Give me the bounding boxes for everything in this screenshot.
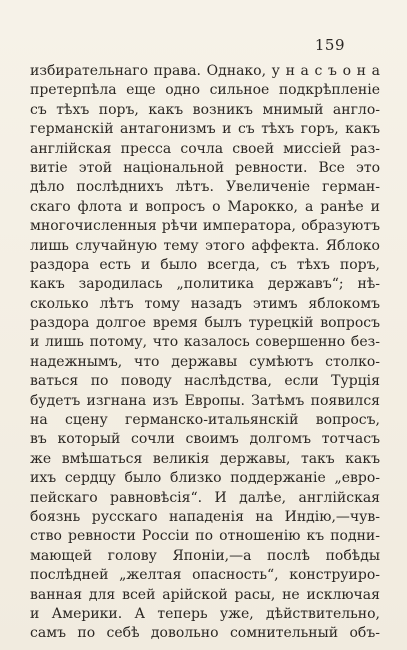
- text-line: ваться по поводу наслѣдства, если Турція: [30, 373, 380, 390]
- text-line: пейскаго равновѣсія“. И далѣе, англійская: [30, 489, 380, 506]
- text-line: дѣло послѣднихъ лѣтъ. Увеличеніе герман-: [30, 179, 380, 196]
- text-line: мающей голову Японіи,—а послѣ побѣды: [30, 547, 380, 564]
- text-line: же вмѣшаться великія державы, такъ какъ: [30, 450, 380, 467]
- text-line: боязнь русскаго нападенія на Индію,—чув-: [30, 508, 380, 525]
- text-line: ство ревности Россіи по отношенію къ подни-: [30, 528, 380, 545]
- text-line: надежнымъ, что державы сумѣютъ столко-: [30, 353, 380, 370]
- text-line: въ который сочли своимъ долгомъ тотчасъ: [30, 431, 380, 448]
- text-line: германскій антагонизмъ и съ тѣхъ горъ, какъ: [30, 121, 380, 138]
- text-line: англійская пресса сочла своей миссіей раз-: [30, 140, 380, 157]
- text-line: съ тѣхъ поръ, какъ возникъ мнимый англо-: [30, 101, 380, 118]
- text-line: будетъ изгнана изъ Европы. Затѣмъ появился: [30, 392, 380, 409]
- text-line: послѣдней „желтая опасность“, конструиро-: [30, 567, 380, 584]
- text-line: самъ по себѣ довольно сомнительный объ-: [30, 625, 380, 642]
- text-line: претерпѣла еще одно сильное подкрѣпленіе: [30, 82, 380, 99]
- text-line: на сцену германско-итальянскій вопросъ,: [30, 412, 380, 429]
- text-line: лишь случайную тему этого аффекта. Яблоко: [30, 237, 380, 254]
- text-line: многочисленныя рѣчи императора, образуютъ: [30, 218, 380, 235]
- text-line: какъ зародилась „политика державъ“; нѣ-: [30, 276, 380, 293]
- page-number: 159: [314, 36, 345, 54]
- text-line: скаго флота и вопросъ о Марокко, а ранѣе и: [30, 198, 380, 215]
- text-line: и лишь потому, что казалось совершенно без-: [30, 334, 380, 351]
- text-line: сколько лѣтъ тому назадъ этимъ яблокомъ: [30, 295, 380, 312]
- text-line: и Америки. А теперь уже, дѣйствительно,: [30, 605, 380, 622]
- text-line: витіе этой національной ревности. Все это: [30, 159, 380, 176]
- text-line: ванная для всей арійской расы, не исключая: [30, 586, 380, 603]
- text-line: раздора есть и было всегда, съ тѣхъ поръ,: [30, 256, 380, 273]
- body-text: [30, 62, 380, 644]
- text-line: ихъ сердцу было близко поддержаніе „евро-: [30, 470, 380, 487]
- text-line: раздора долгое время былъ турецкій вопросъ: [30, 315, 380, 332]
- text-line: избирательнаго права. Однако, у н а с ъ о н а: [30, 63, 380, 79]
